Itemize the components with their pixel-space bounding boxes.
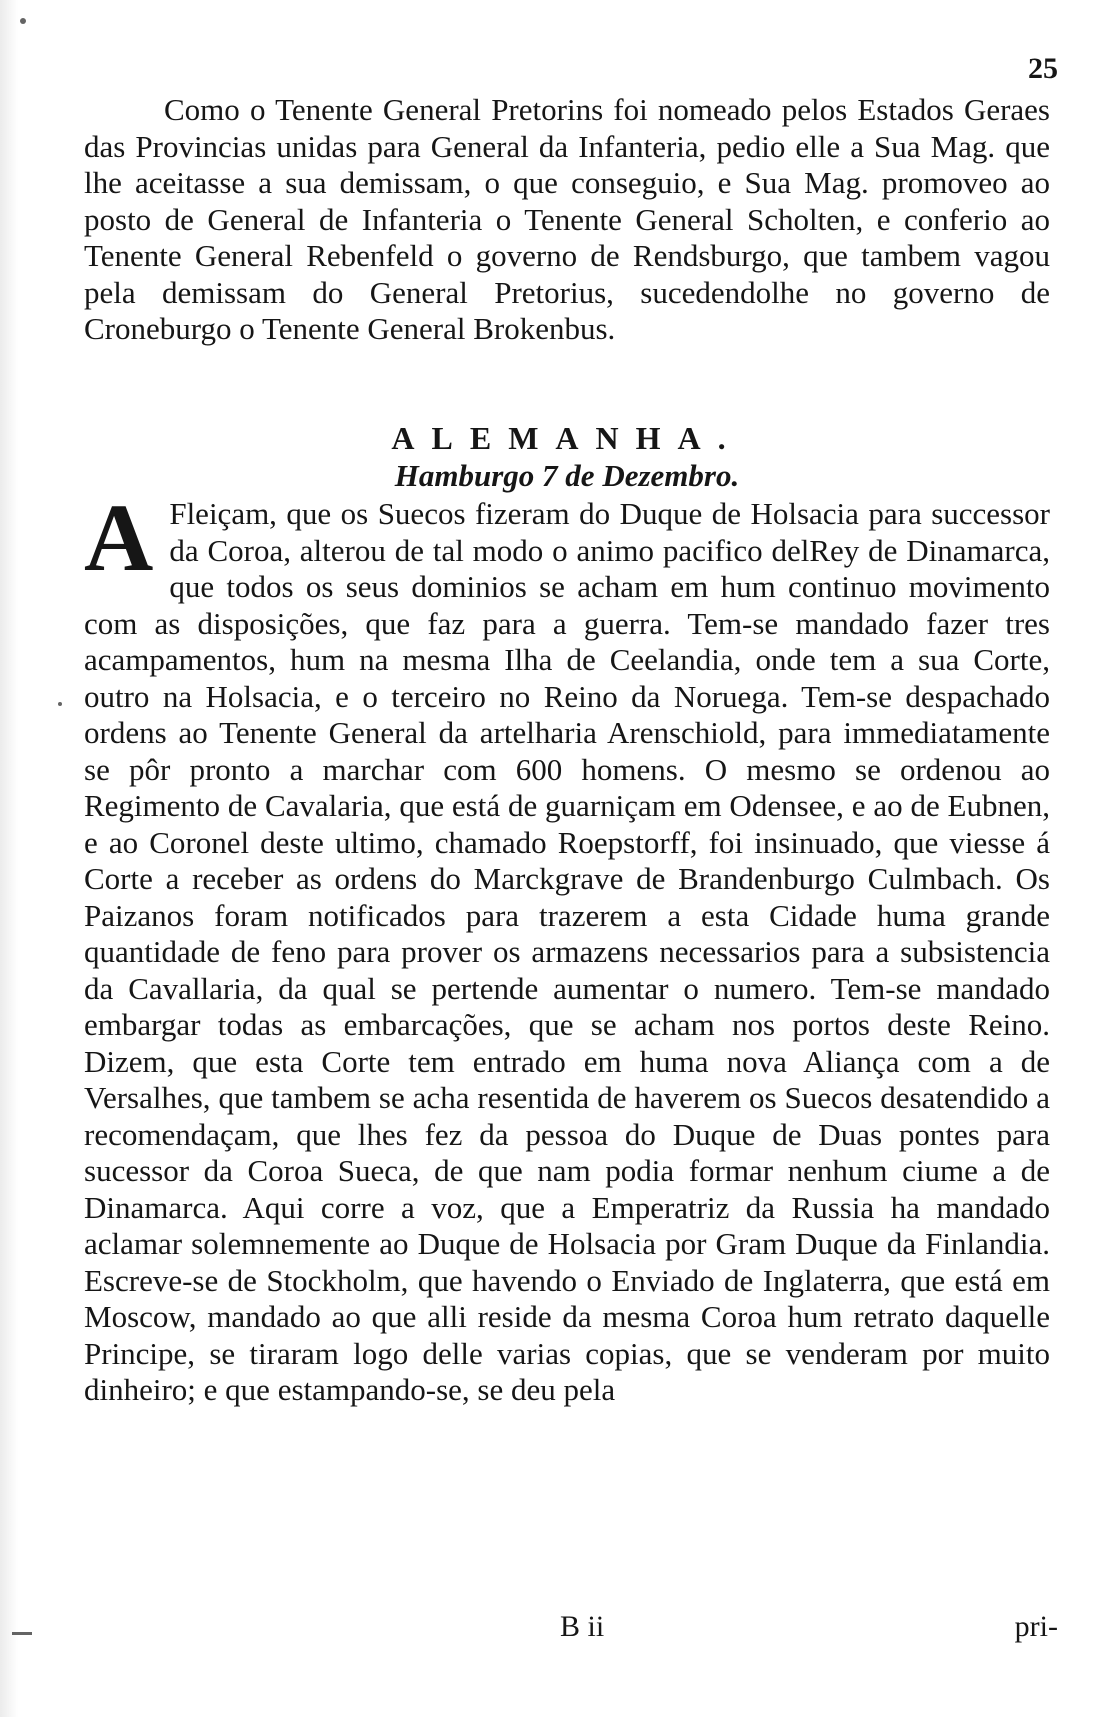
ink-speck [20, 18, 26, 24]
dateline: Hamburgo 7 de Dezembro. [394, 458, 740, 493]
ink-speck [58, 702, 62, 706]
page-number: 25 [1028, 52, 1058, 85]
ink-speck [12, 1632, 32, 1635]
section-heading: ALEMANHA. [391, 420, 743, 456]
signature-mark: B ii [560, 1610, 605, 1643]
catchword: pri- [1014, 1610, 1058, 1643]
drop-cap: A [84, 484, 154, 591]
main-article [84, 484, 1050, 1409]
page-edge-shadow [0, 0, 18, 1717]
intro-paragraph: Como o Tenente General Pretorins foi nomeado pelos Estados Geraes das Provincias unidas para General da Infanteria, pedio elle a Sua Mag. que lhe aceitasse a sua demissam, o que conseguio, e Sua Mag. promoveo ao posto de General de Infanteria o Tenente General Scholten, e conferio ao Tenente General Rebenfeld o governo de Rendsburgo, que tambem vagou pela demissam do General Pretorius, sucedendolhe no governo de Croneburgo o Tenente General Brokenbus. [84, 92, 1050, 346]
main-paragraph: Fleiçam, que os Suecos fizeram do Duque de Holsacia para successor da Coroa, alterou de tal modo o animo pacifico delRey de Dinamarca, que todos os seus dominios se acham em hum continuo movimento com as disposições, que faz para a guerra. Tem-se mandado fazer tres acampamentos, hum na mesma Ilha de Ceelandia, onde tem a sua Corte, outro na Holsacia, e o terceiro no Reino da Noruega. Tem-se despachado ordens ao Tenente General da artelharia Arenschiold, para immediatamente se pôr pronto a marchar com 600 homens. O mesmo se ordenou ao Regimento de Cavalaria, que está de guarniçam em Odensee, e ao de Eubnen, e ao Coronel deste ultimo, chamado Roepstorff, foi insinuado, que viesse á Corte a receber as ordens do Marckgrave de Brandenburgo Culmbach. Os Paizanos foram notificados para trazerem a esta Cidade huma grande quantidade de feno para prover os armazens necessarios para a subsistencia da Cavallaria, da qual se pertende aumentar o numero. Tem-se mandado embargar todas as embarcações, que se acham nos portos deste Reino. Dizem, que esta Corte tem entrado em huma nova Aliança com a de Versalhes, que tambem se acha resentida de haverem os Suecos desatendido a recomendaçam, que lhes fez da pessoa do Duque de Duas pontes para sucessor da Coroa Sueca, de que nam podia formar nenhum ciume a de Dinamarca. Aqui corre a voz, que a Emperatriz da Russia ha mandado aclamar solemnemente ao Duque de Holsacia por Gram Duque da Finlandia. Escreve-se de Stockholm, que havendo o Enviado de Inglaterra, que está em Moscow, mandado ao que alli reside da mesma Coroa hum retrato daquelle Principe, se tiraram logo delle varias copias, que se venderam por muito dinheiro; e que estampando-se, se deu pela [84, 496, 1050, 1407]
